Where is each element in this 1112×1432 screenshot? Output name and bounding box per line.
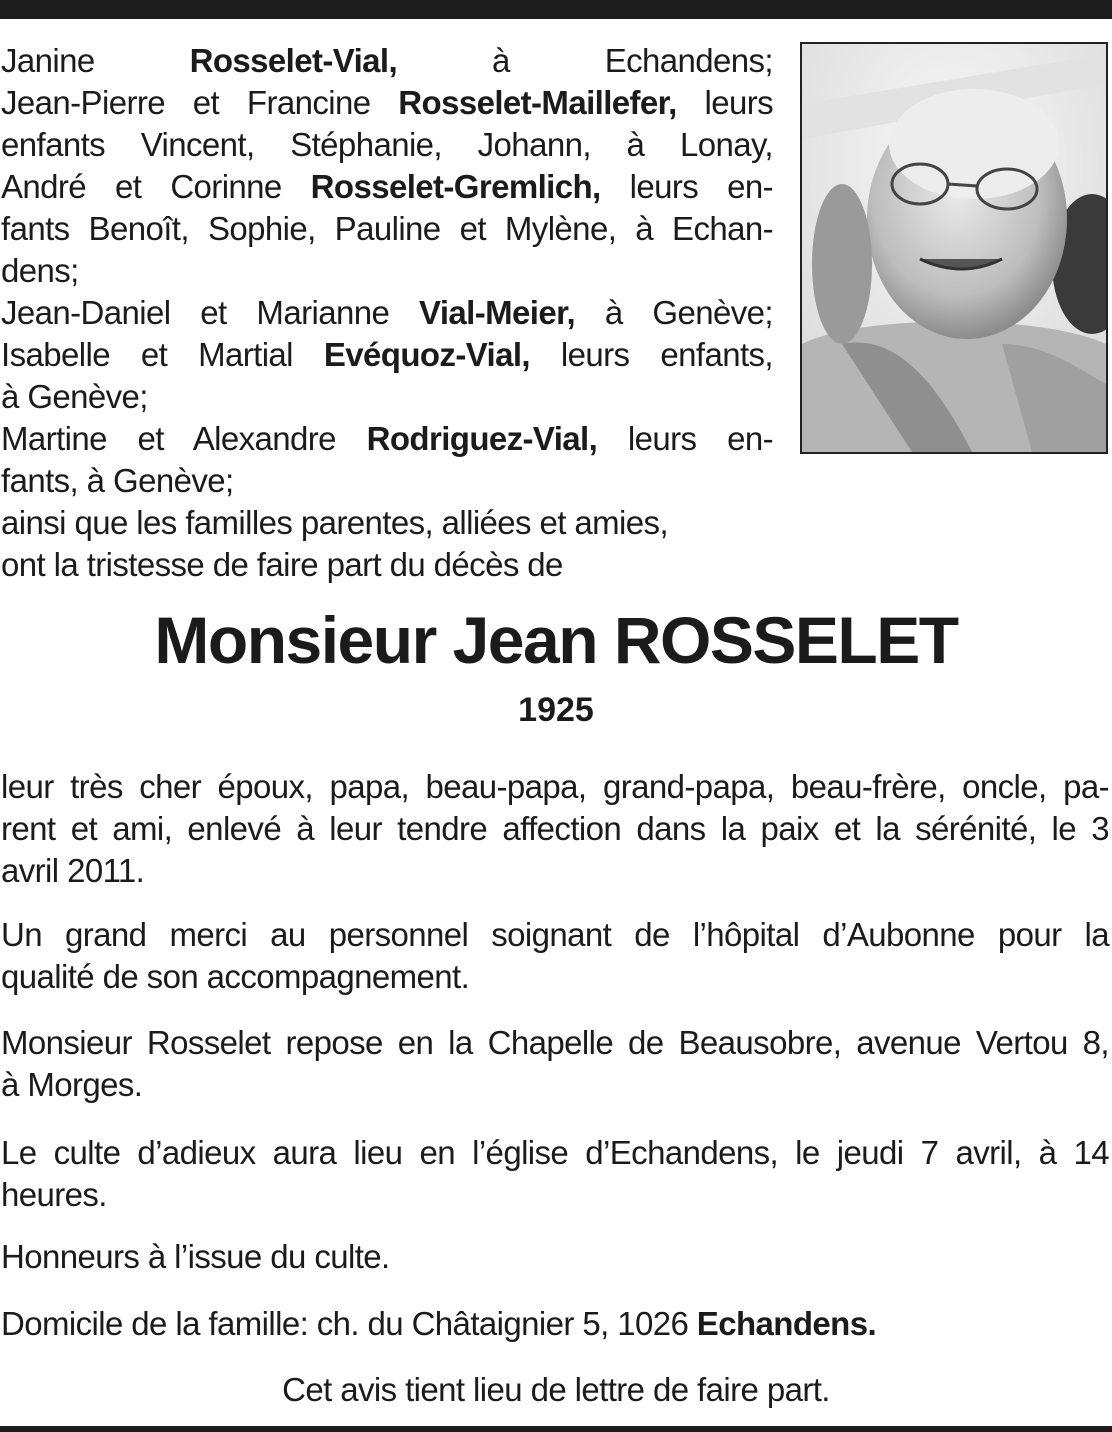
family-name: Rosselet-Maillefer, <box>398 84 677 121</box>
text-line: avril 2011. <box>1 852 145 889</box>
portrait-illustration <box>802 44 1106 452</box>
text-line: Le culte d’adieux aura lieu en l’église d’Echandens, le jeudi 7 avril, à 14 <box>1 1134 1109 1171</box>
text-line: Un grand merci au personnel soignant de l’hôpital d’Aubonne pour la <box>1 916 1109 953</box>
text-line: heures. <box>1 1176 107 1213</box>
text-line: à Morges. <box>1 1066 143 1103</box>
top-rule <box>0 0 1112 19</box>
ceremony-paragraph <box>1 1132 1109 1216</box>
family-list <box>1 40 773 586</box>
family-line: Jean-Pierre et Francine Rosselet-Maillefer, leurs <box>1 84 773 121</box>
family-line: fants Benoît, Sophie, Pauline et Mylène, à Echan- <box>1 210 773 247</box>
domicile-paragraph <box>1 1303 1109 1345</box>
family-line: Jean-Daniel et Marianne Vial-Meier, à Genève; <box>1 294 773 331</box>
deceased-name: Monsieur Jean ROSSELET <box>154 603 958 677</box>
domicile-town: Echandens. <box>696 1305 877 1342</box>
family-name: Rodriguez-Vial, <box>366 420 598 457</box>
closing-note: Cet avis tient lieu de lettre de faire part. <box>282 1371 830 1408</box>
family-line: enfants Vincent, Stéphanie, Johann, à Lonay, <box>1 126 773 163</box>
family-name: Evéquoz-Vial, <box>323 336 530 373</box>
text-line: qualité de son accompagnement. <box>1 958 470 995</box>
announcement-paragraph <box>1 766 1109 892</box>
birth-year: 1925 <box>518 691 594 729</box>
family-name: Rosselet-Vial, <box>189 42 398 79</box>
portrait-photo <box>800 42 1108 454</box>
text-line: Honneurs à l’issue du culte. <box>1 1238 390 1275</box>
family-name: Rosselet-Gremlich, <box>310 168 601 205</box>
family-line: dens; <box>1 252 79 289</box>
honours-paragraph <box>1 1236 1109 1278</box>
family-line: ainsi que les familles parentes, alliées et amies, <box>1 504 669 541</box>
text-line: Domicile de la famille: ch. du Châtaignier 5, 1026 Echandens. <box>1 1305 877 1342</box>
family-line: ont la tristesse de faire part du décès de <box>1 546 563 583</box>
family-line: à Genève; <box>1 378 148 415</box>
family-line: Isabelle et Martial Evéquoz-Vial, leurs enfants, <box>1 336 773 373</box>
family-line: fants, à Genève; <box>1 462 234 499</box>
thanks-paragraph <box>1 914 1109 998</box>
family-line: André et Corinne Rosselet-Gremlich, leurs en- <box>1 168 773 205</box>
text-line: leur très cher époux, papa, beau-papa, grand-papa, beau-frère, oncle, pa- <box>1 768 1109 805</box>
text-line: rent et ami, enlevé à leur tendre affection dans la paix et la sérénité, le 3 <box>1 810 1109 847</box>
text-line: Monsieur Rosselet repose en la Chapelle de Beausobre, avenue Vertou 8, <box>1 1024 1109 1061</box>
family-line: Janine Rosselet-Vial, à Echandens; <box>1 42 773 79</box>
family-line: Martine et Alexandre Rodriguez-Vial, leurs en- <box>1 420 773 457</box>
family-name: Vial-Meier, <box>419 294 576 331</box>
bottom-rule <box>0 1426 1112 1432</box>
rest-location-paragraph <box>1 1022 1109 1106</box>
